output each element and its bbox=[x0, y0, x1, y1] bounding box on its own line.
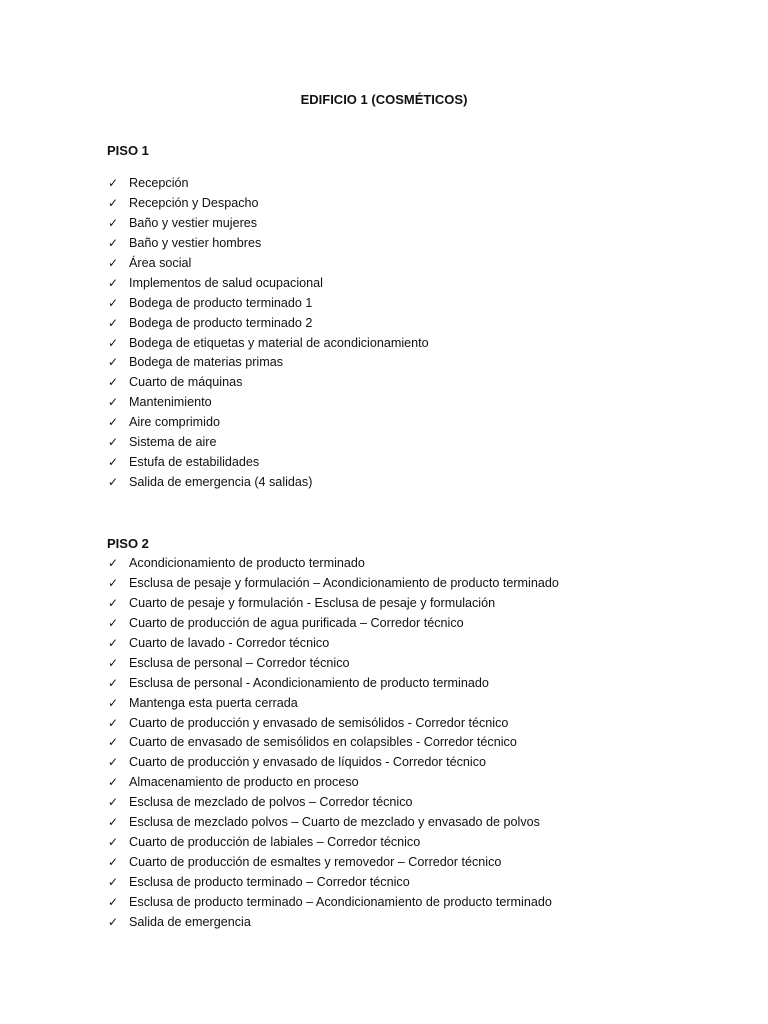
check-icon: ✓ bbox=[108, 295, 119, 310]
check-icon: ✓ bbox=[108, 655, 119, 670]
list-item bbox=[107, 334, 727, 354]
list-item-label: Mantenimiento bbox=[129, 395, 212, 410]
list-item bbox=[107, 574, 727, 594]
list-item-label: Cuarto de producción de labiales – Corredor técnico bbox=[129, 835, 421, 850]
list-item bbox=[107, 353, 727, 373]
list-item-label: Cuarto de envasado de semisólidos en colapsibles - Corredor técnico bbox=[129, 735, 517, 750]
list-item-label: Cuarto de producción de agua purificada – Corredor técnico bbox=[129, 615, 464, 630]
list-item-label: Cuarto de producción de esmaltes y removedor – Corredor técnico bbox=[129, 855, 502, 870]
check-icon: ✓ bbox=[108, 875, 119, 889]
list-item bbox=[107, 174, 727, 194]
check-icon: ✓ bbox=[108, 455, 119, 470]
check-icon: ✓ bbox=[108, 735, 119, 750]
list-item-label: Esclusa de producto terminado – Acondicionamiento de producto terminado bbox=[129, 894, 552, 909]
list-item bbox=[107, 373, 727, 393]
list-item-label: Estufa de estabilidades bbox=[129, 455, 260, 470]
check-icon: ✓ bbox=[108, 176, 119, 190]
list-item-label: Salida de emergencia (4 salidas) bbox=[129, 475, 313, 490]
check-icon: ✓ bbox=[108, 914, 119, 929]
list-item bbox=[107, 853, 727, 873]
list-item-label: Área social bbox=[129, 255, 192, 270]
list-item-label: Esclusa de mezclado de polvos – Corredor técnico bbox=[129, 795, 413, 810]
list-item bbox=[107, 893, 727, 913]
check-icon: ✓ bbox=[108, 475, 119, 490]
list-item-label: Aire comprimido bbox=[129, 415, 220, 430]
section-heading-piso-1: PISO 1 bbox=[107, 143, 149, 158]
check-icon: ✓ bbox=[108, 415, 119, 430]
check-icon: ✓ bbox=[108, 835, 119, 850]
list-item bbox=[107, 873, 727, 893]
check-icon: ✓ bbox=[108, 235, 119, 250]
list-item bbox=[107, 773, 727, 793]
check-icon: ✓ bbox=[108, 815, 119, 830]
list-item-label: Recepción y Despacho bbox=[129, 195, 259, 210]
check-icon: ✓ bbox=[108, 894, 119, 909]
list-item bbox=[107, 314, 727, 334]
list-item-label: Esclusa de personal – Corredor técnico bbox=[129, 655, 350, 670]
list-item bbox=[107, 274, 727, 294]
check-icon: ✓ bbox=[108, 595, 119, 610]
check-icon: ✓ bbox=[108, 215, 119, 230]
check-icon: ✓ bbox=[108, 635, 119, 650]
list-item bbox=[107, 413, 727, 433]
list-item bbox=[107, 473, 727, 493]
list-item bbox=[107, 433, 727, 453]
check-icon: ✓ bbox=[108, 695, 119, 710]
check-icon: ✓ bbox=[108, 575, 119, 590]
list-item bbox=[107, 714, 727, 734]
piso-2-checklist bbox=[107, 554, 727, 933]
list-item bbox=[107, 453, 727, 473]
document-title: EDIFICIO 1 (COSMÉTICOS) bbox=[300, 92, 468, 107]
list-item-label: Implementos de salud ocupacional bbox=[129, 275, 323, 290]
list-item bbox=[107, 614, 727, 634]
list-item-label: Salida de emergencia bbox=[129, 914, 251, 929]
section-heading-piso-2: PISO 2 bbox=[107, 536, 149, 551]
list-item bbox=[107, 913, 727, 933]
list-item-label: Bodega de etiquetas y material de acondicionamiento bbox=[129, 335, 429, 350]
check-icon: ✓ bbox=[108, 395, 119, 410]
list-item bbox=[107, 654, 727, 674]
list-item bbox=[107, 793, 727, 813]
check-icon: ✓ bbox=[108, 255, 119, 270]
list-item bbox=[107, 393, 727, 413]
list-item-label: Acondicionamiento de producto terminado bbox=[129, 556, 365, 570]
list-item bbox=[107, 634, 727, 654]
list-item-label: Esclusa de pesaje y formulación – Acondicionamiento de producto terminado bbox=[129, 575, 559, 590]
list-item bbox=[107, 674, 727, 694]
list-item-label: Bodega de producto terminado 2 bbox=[129, 315, 313, 330]
list-item-label: Esclusa de personal - Acondicionamiento de producto terminado bbox=[129, 675, 489, 690]
list-item bbox=[107, 554, 727, 574]
piso-1-checklist bbox=[107, 174, 727, 493]
check-icon: ✓ bbox=[108, 195, 119, 210]
list-item-label: Cuarto de producción y envasado de semisólidos - Corredor técnico bbox=[129, 715, 509, 730]
list-item-label: Esclusa de producto terminado – Corredor técnico bbox=[129, 875, 410, 889]
list-item-label: Baño y vestier mujeres bbox=[129, 215, 258, 230]
list-item bbox=[107, 294, 727, 314]
check-icon: ✓ bbox=[108, 435, 119, 450]
check-icon: ✓ bbox=[108, 315, 119, 330]
list-item bbox=[107, 234, 727, 254]
list-item bbox=[107, 753, 727, 773]
list-item-label: Baño y vestier hombres bbox=[129, 235, 262, 250]
list-item-label: Recepción bbox=[129, 176, 189, 190]
list-item-label: Esclusa de mezclado polvos – Cuarto de mezclado y envasado de polvos bbox=[129, 815, 540, 830]
check-icon: ✓ bbox=[108, 675, 119, 690]
list-item-label: Cuarto de producción y envasado de líquidos - Corredor técnico bbox=[129, 755, 487, 770]
check-icon: ✓ bbox=[108, 556, 119, 570]
list-item bbox=[107, 833, 727, 853]
check-icon: ✓ bbox=[108, 855, 119, 870]
check-icon: ✓ bbox=[108, 755, 119, 770]
check-icon: ✓ bbox=[108, 355, 119, 370]
check-icon: ✓ bbox=[108, 275, 119, 290]
list-item bbox=[107, 694, 727, 714]
check-icon: ✓ bbox=[108, 795, 119, 810]
list-item-label: Cuarto de máquinas bbox=[129, 375, 243, 390]
list-item bbox=[107, 813, 727, 833]
list-item bbox=[107, 214, 727, 234]
list-item bbox=[107, 194, 727, 214]
list-item bbox=[107, 254, 727, 274]
list-item-label: Cuarto de lavado - Corredor técnico bbox=[129, 635, 330, 650]
list-item-label: Mantenga esta puerta cerrada bbox=[129, 695, 298, 710]
check-icon: ✓ bbox=[108, 775, 119, 790]
list-item bbox=[107, 733, 727, 753]
list-item-label: Bodega de materias primas bbox=[129, 355, 284, 370]
list-item-label: Cuarto de pesaje y formulación - Esclusa de pesaje y formulación bbox=[129, 595, 496, 610]
check-icon: ✓ bbox=[108, 375, 119, 390]
check-icon: ✓ bbox=[108, 715, 119, 730]
list-item-label: Almacenamiento de producto en proceso bbox=[129, 775, 359, 790]
list-item-label: Sistema de aire bbox=[129, 435, 217, 450]
check-icon: ✓ bbox=[108, 335, 119, 350]
list-item bbox=[107, 594, 727, 614]
check-icon: ✓ bbox=[108, 615, 119, 630]
list-item-label: Bodega de producto terminado 1 bbox=[129, 295, 313, 310]
